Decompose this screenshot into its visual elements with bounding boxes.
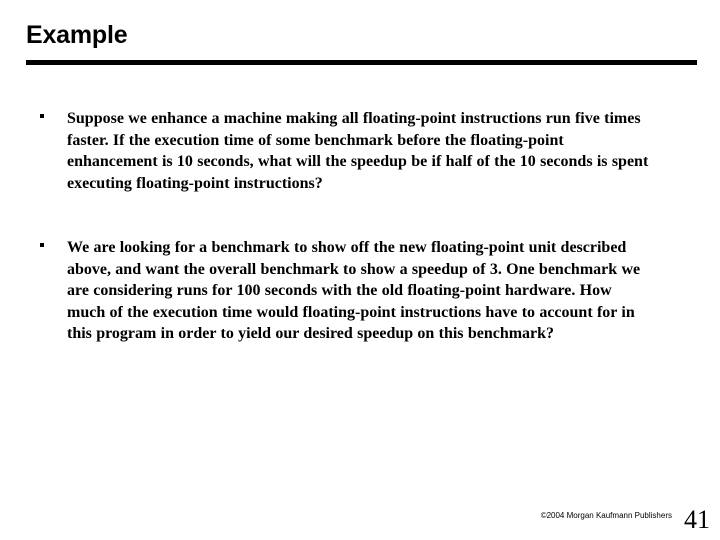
bullet-dot-icon	[40, 114, 44, 118]
list-item	[0, 237, 720, 345]
copyright-notice: ©2004 Morgan Kaufmann Publishers	[540, 511, 672, 520]
page-title: Example	[26, 21, 128, 49]
bullet-dot-icon	[40, 243, 44, 247]
list-item-text: We are looking for a benchmark to show off the new floating-point unit described above, and want the overall benchmark to show a speedup of 3. One benchmark we are considering runs for 100 seconds with the old floating-point hardware. How much of the execution time would floating-point instructions have to account for in this program in order to yield our desired speedup on this benchmark?	[67, 239, 641, 342]
slide-body	[0, 108, 720, 388]
page-number: 41	[684, 505, 710, 534]
list-item	[0, 108, 720, 194]
list-item-text: Suppose we enhance a machine making all floating-point instructions run five times faster. If the execution time of some benchmark before the floating-point enhancement is 10 seconds, what will the speedup be if half of the 10 seconds is spent executing floating-point instructions?	[67, 110, 649, 192]
title-divider	[26, 60, 697, 65]
